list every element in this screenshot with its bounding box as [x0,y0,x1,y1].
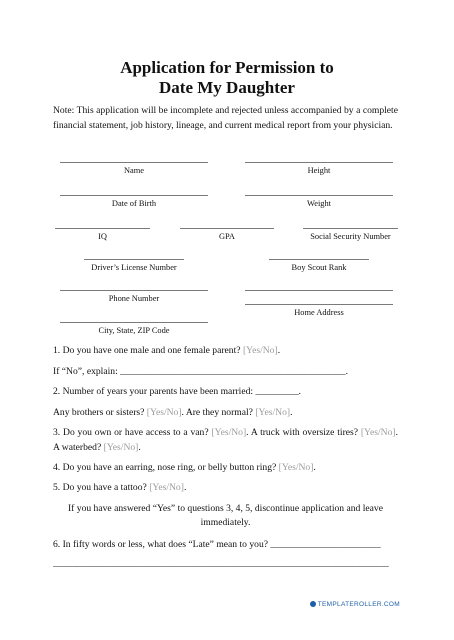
title-line-1: Application for Permission to [120,58,334,77]
date-of-birth-label: Date of Birth [111,199,157,208]
phone-number-label: Phone Number [108,294,160,303]
question-3-end: . [138,441,141,453]
templateroller-logo-icon [310,601,316,607]
weight-label: Weight [307,199,331,208]
height-label: Height [307,166,331,175]
question-1-text: 1. Do you have one male and one female parent? [53,345,243,356]
siblings-options-1[interactable]: [Yes/No] [146,407,182,418]
boy-scout-rank-field-line[interactable] [269,259,369,260]
date-of-birth-field-line[interactable] [60,195,208,196]
drivers-license-field-line[interactable] [84,259,184,260]
question-4-text: 4. Do you have an earring, nose ring, or belly button ring? [53,462,279,473]
siblings-options-2[interactable]: [Yes/No] [255,407,291,418]
ssn-label: Social Security Number [310,232,391,241]
home-address-label: Home Address [294,308,344,317]
home-address-field-line-2[interactable] [245,304,393,305]
name-label: Name [124,166,144,175]
drivers-license-label: Driver’s License Number [91,263,177,272]
question-5-end: . [183,482,187,493]
weight-field-line[interactable] [245,195,393,196]
phone-number-field-line[interactable] [60,290,208,291]
question-1-end: . [277,345,281,356]
height-field-line[interactable] [245,162,393,163]
question-5-text: 5. Do you have a tattoo? [53,482,150,493]
brand-text: TEMPLATEROLLER.COM [317,601,400,608]
templateroller-brand [310,601,400,608]
siblings-text-b: . Are they normal? [181,407,256,418]
gpa-field-line[interactable] [180,228,274,229]
boy-scout-rank-label: Boy Scout Rank [291,263,347,272]
city-state-zip-label: City, State, ZIP Code [98,326,170,335]
question-3-text-b: . A truck with oversize tires? [246,427,361,438]
iq-label: IQ [98,232,107,241]
title-line-2: Date My Daughter [159,78,295,97]
question-2[interactable]: 2. Number of years your parents have been married: _________. [53,386,302,397]
question-5-options[interactable]: [Yes/No] [149,482,184,493]
question-4 [53,461,398,476]
discontinue-instruction: If you have answered “Yes” to questions 3, 4, 5, discontinue application and leave immediately. [67,503,383,528]
siblings-question [53,406,398,421]
question-3-options-1[interactable]: [Yes/No] [211,427,247,438]
name-field-line[interactable] [60,162,208,163]
question-3-text-a: 3. Do you own or have access to a van? [53,427,212,438]
gpa-label: GPA [219,232,235,241]
note-paragraph: Note: This application will be incomplete and rejected unless accompanied by a complete financial statement, job history, lineage, and current medical report from your physician. [53,105,398,131]
question-4-end: . [313,462,316,473]
question-6-answer-line[interactable]: ______________________________________________________________________ [53,558,389,569]
iq-field-line[interactable] [55,228,150,229]
city-state-zip-field-line[interactable] [60,322,208,323]
question-6[interactable]: 6. In fifty words or less, what does “Late” mean to you? _______________________ [53,539,381,550]
question-3-options-2[interactable]: [Yes/No] [360,427,396,438]
question-1 [53,344,398,359]
question-1-options[interactable]: [Yes/No] [242,345,278,356]
ssn-field-line[interactable] [303,228,398,229]
question-4-options[interactable]: [Yes/No] [278,462,314,473]
if-no-explain[interactable]: If “No”, explain: _______________________________________________. [53,366,348,377]
question-5 [53,481,398,496]
question-3-text-c: . A waterbed? [53,427,398,453]
question-3-options-3[interactable]: [Yes/No] [103,441,139,453]
siblings-text-a: Any brothers or sisters? [53,407,147,418]
question-3 [53,426,398,455]
siblings-end: . [290,407,293,418]
home-address-field-line-1[interactable] [245,290,393,291]
